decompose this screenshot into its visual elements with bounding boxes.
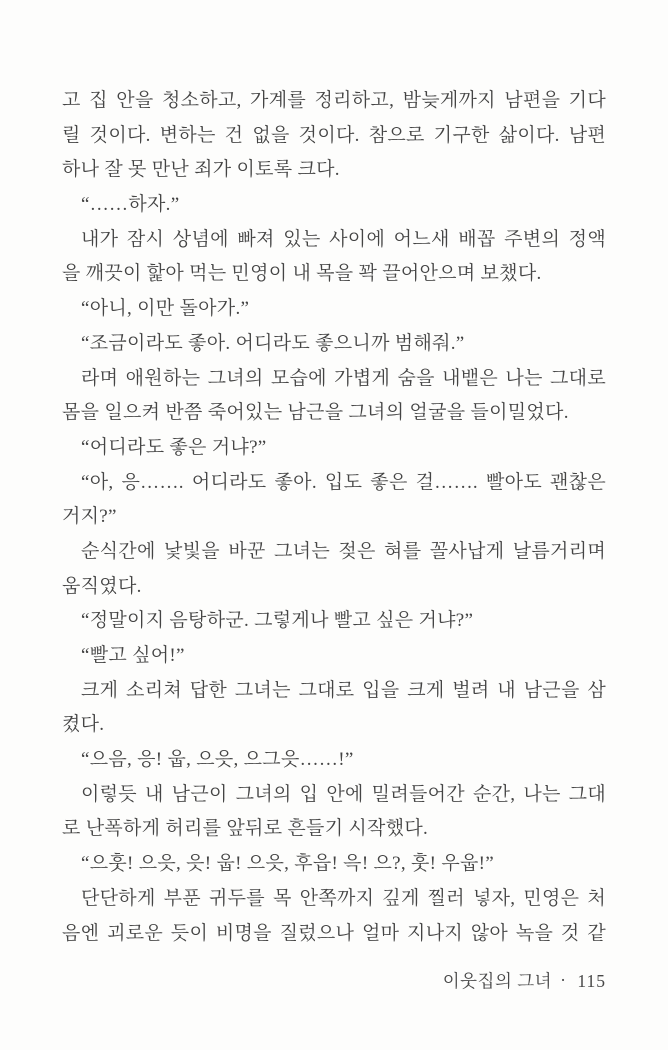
text-line: “아니, 이만 돌아가.” [81, 298, 250, 320]
text-line: 로 난폭하게 허리를 앞뒤로 흔들기 시작했다. [62, 818, 429, 840]
text-line: 순식간에 낯빛을 바꾼 그녀는 젖은 혀를 꼴사납게 날름거리며 [81, 540, 606, 562]
text-line: 거지?” [62, 506, 117, 528]
text-line: “정말이지 음탕하군. 그렇게나 빨고 싶은 거냐?” [81, 610, 474, 632]
text-line: 켰다. [62, 714, 105, 736]
text-line: 단단하게 부푼 귀두를 목 안쪽까지 깊게 찔러 넣자, 민영은 처 [81, 887, 606, 909]
text-line: 크게 소리쳐 답한 그녀는 그대로 입을 크게 벌려 내 남근을 삼 [81, 679, 606, 701]
text-line: 이렇듯 내 남근이 그녀의 입 안에 밀려들어간 순간, 나는 그대 [81, 783, 606, 805]
text-line: 하나 잘 못 만난 죄가 이토록 크다. [62, 159, 340, 181]
text-line: “……하자.” [81, 194, 180, 216]
text-line: 을 깨끗이 핥아 먹는 민영이 내 목을 꽉 끌어안으며 보챘다. [62, 263, 542, 285]
text-line: “아, 응……. 어디라도 좋아. 입도 좋은 걸……. 빨아도 괜찮은 [81, 471, 606, 493]
book-title: 이웃집의 그녀 [442, 971, 553, 991]
text-line: “으음, 응! 웁, 으읏, 으그읏……!” [81, 749, 354, 771]
body-text [62, 84, 606, 951]
page-number: 115 [577, 971, 606, 991]
text-line: 고 집 안을 청소하고, 가계를 정리하고, 밤늦게까지 남편을 기다 [62, 90, 606, 111]
text-line: 라며 애원하는 그녀의 모습에 가볍게 숨을 내뱉은 나는 그대로 [81, 367, 606, 389]
text-line: “빨고 싶어!” [81, 645, 185, 666]
text-line: 몸을 일으켜 반쯤 죽어있는 남근을 그녀의 얼굴을 들이밀었다. [62, 402, 569, 424]
footer-separator-dot: · [560, 970, 567, 990]
page-footer [443, 968, 606, 993]
text-line: “으훗! 으읏, 읏! 웁! 으읏, 후읍! 윽! 으?, 훗! 우웁!” [81, 853, 494, 875]
text-line: 릴 것이다. 변하는 건 없을 것이다. 참으로 기구한 삶이다. 남편 [62, 124, 606, 146]
text-line: “어디라도 좋은 거냐?” [81, 436, 267, 458]
text-line: 내가 잠시 상념에 빠져 있는 사이에 어느새 배꼽 주변의 정액 [81, 228, 606, 250]
text-line: 음엔 괴로운 듯이 비명을 질렀으나 얼마 지나지 않아 녹을 것 같 [62, 922, 606, 944]
text-line: “조금이라도 좋아. 어디라도 좋으니까 범해줘.” [81, 332, 465, 354]
text-line: 움직였다. [62, 575, 142, 597]
